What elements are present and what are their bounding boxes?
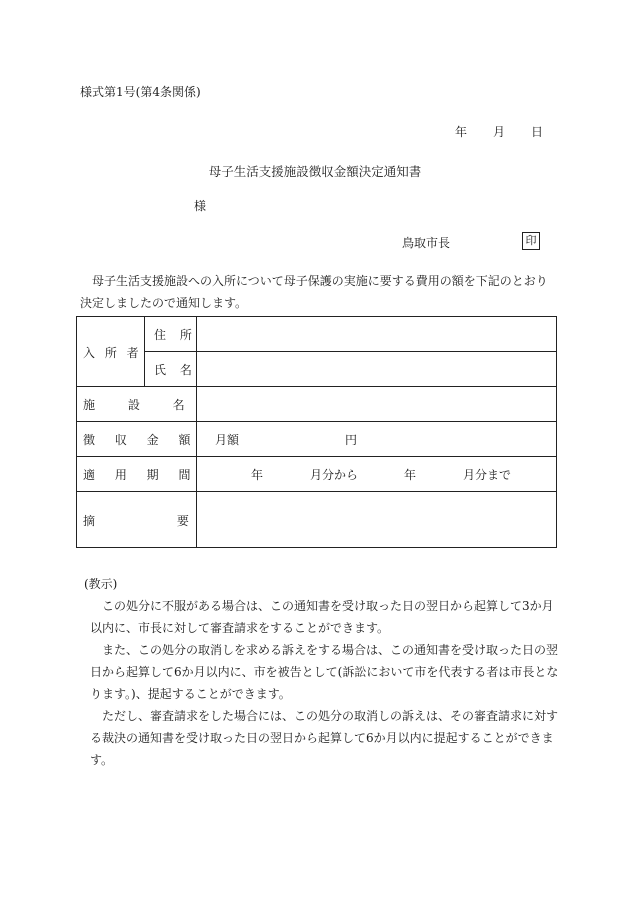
period-year-to: 年 [404, 468, 417, 482]
remarks-field[interactable] [201, 496, 551, 542]
notice-paragraph-2: また、この処分の取消しを求める訴えをする場合は、この通知書を受け取った日の翌日から起算して6か月以内に、市を被告として(訴訟において市を代表する者は市長となります。)、提起することができます。 [90, 643, 559, 701]
address-label: 住 所 [154, 328, 192, 342]
form-number: 様式第1号(第4条関係) [80, 85, 201, 99]
date-line [455, 123, 543, 140]
recipient-suffix: 様 [194, 199, 207, 213]
period-year-from: 年 [251, 468, 264, 482]
period-from-label: 月分から [310, 468, 359, 482]
notice-paragraph-3: ただし、審査請求をした場合には、この処分の取消しの訴えは、その審査請求に対する裁決の通知書を受け取った日の翌日から起算して6か月以内に提起することができます。 [90, 709, 559, 767]
name-label: 氏 名 [154, 363, 192, 377]
appeal-notice [84, 573, 560, 771]
date-year: 年 [455, 125, 468, 139]
issuer-name: 鳥取市長 [402, 236, 451, 250]
resident-label: 入 所 者 [83, 346, 139, 360]
yen-label: 円 [345, 433, 358, 447]
intro-text: 母子生活支援施設への入所について母子保護の実施に要する費用の額を下記のとおり決定しましたので通知します。 [80, 274, 548, 310]
remarks-label: 摘 要 [83, 514, 189, 528]
intro-paragraph [80, 270, 550, 314]
period-label: 適 用 期 間 [83, 468, 191, 482]
name-field[interactable] [201, 356, 551, 382]
facility-field[interactable] [201, 391, 551, 417]
period-to-label: 月分まで [463, 468, 512, 482]
document-title: 母子生活支援施設徴収金額決定通知書 [208, 164, 422, 179]
monthly-label: 月額 [215, 433, 240, 447]
form-table [76, 316, 557, 548]
date-day: 日 [531, 125, 544, 139]
notice-heading: (教示) [84, 577, 118, 591]
facility-label: 施 設 名 [83, 398, 185, 412]
notice-paragraph-1: この処分に不服がある場合は、この通知書を受け取った日の翌日から起算して3か月以内に、市長に対して審査請求をすることができます。 [90, 599, 554, 635]
date-month: 月 [493, 125, 506, 139]
address-field[interactable] [201, 321, 551, 347]
amount-label: 徴 収 金 額 [83, 433, 191, 447]
seal-mark: 印 [522, 232, 540, 250]
